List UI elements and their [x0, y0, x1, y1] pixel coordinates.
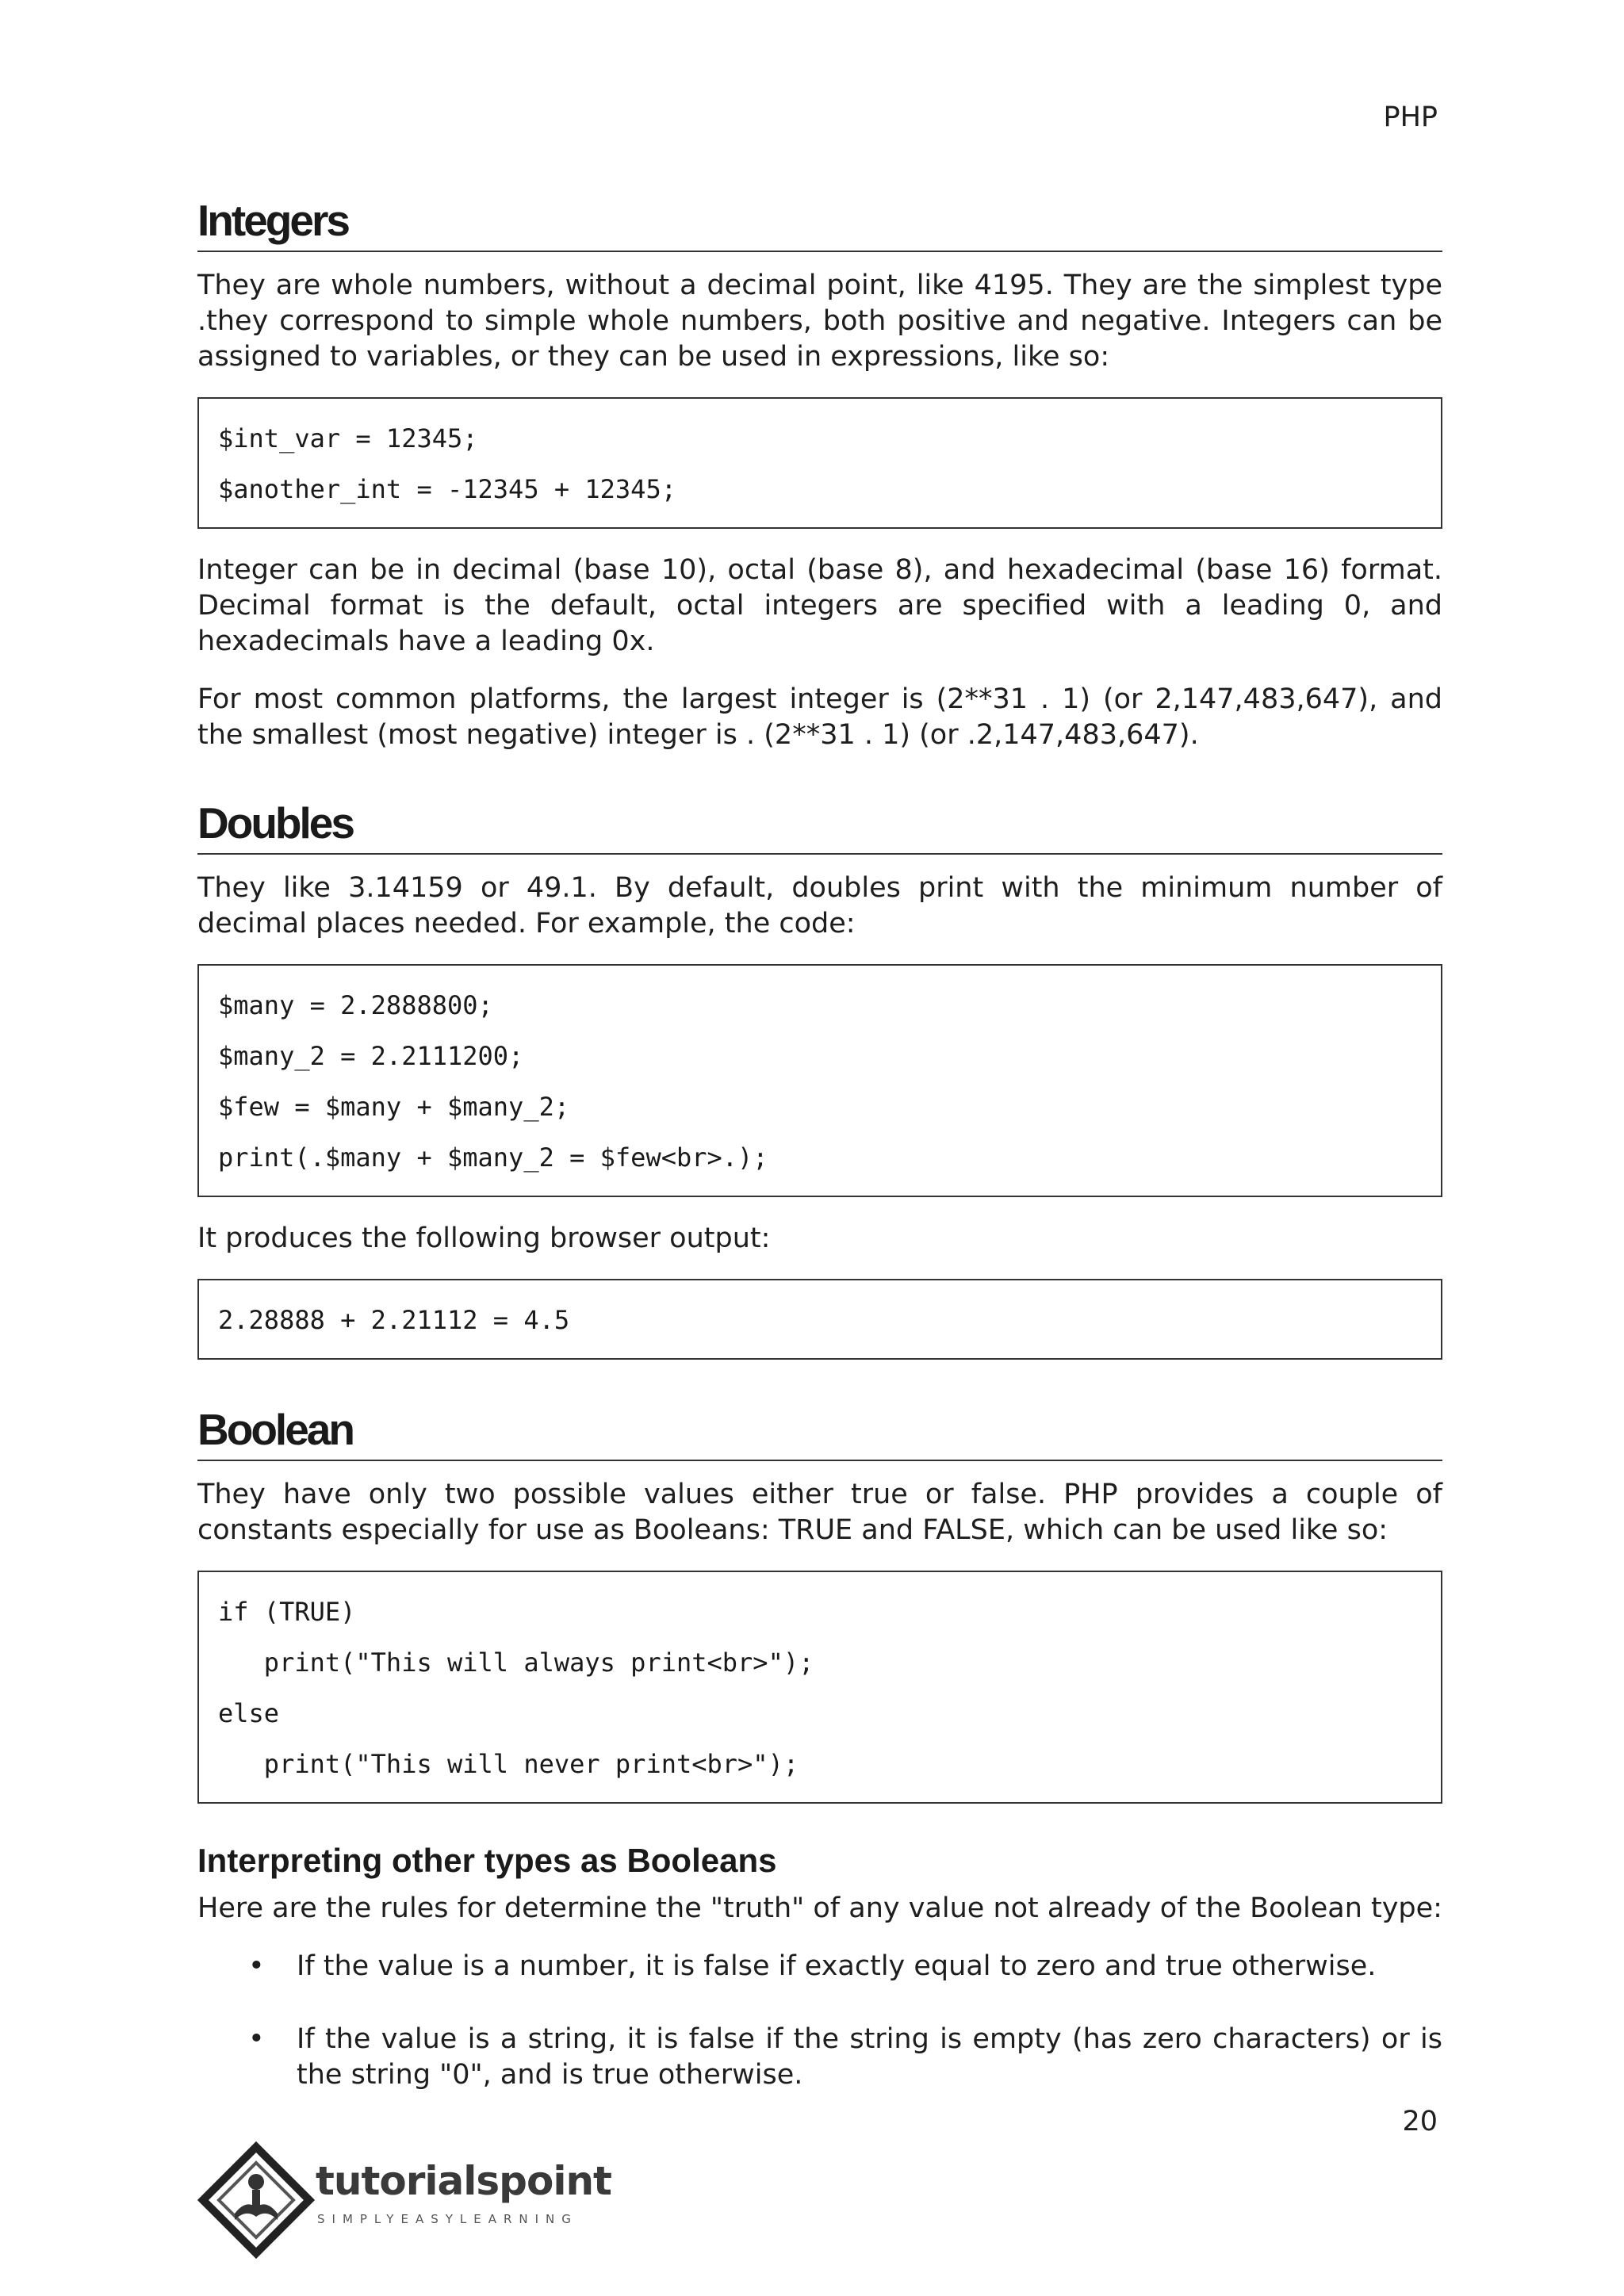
list-item-text: If the value is a number, it is false if exactly equal to zero and true otherwise.	[297, 1950, 1377, 1982]
doubles-intro: They like 3.14159 or 49.1. By default, doubles print with the minimum number of decimal places needed. For example, the code:	[197, 872, 1442, 939]
integers-formats-paragraph: Integer can be in decimal (base 10), octal (base 8), and hexadecimal (base 16) format. Decimal format is the default, octal integers are specified with a leading 0, and hexadecimals have a leading 0x.	[197, 554, 1442, 657]
code-block-doubles	[197, 964, 1442, 1197]
code-line: $int_var = 12345;	[218, 423, 478, 453]
page-number: 20	[1402, 2106, 1438, 2137]
list-item	[197, 2022, 1442, 2093]
bullet-icon: •	[248, 2023, 265, 2055]
code-line: $few = $many + $many_2;	[218, 1092, 570, 1122]
code-line: print(.$many + $many_2 = $few<br>.);	[218, 1142, 768, 1173]
rules-list	[197, 1949, 1442, 2093]
code-line: print("This will never print<br>");	[218, 1749, 799, 1779]
boolean-intro: They have only two possible values either true or false. PHP provides a couple of constants especially for use as Booleans: TRUE and FALSE, which can be used like so:	[197, 1479, 1442, 1546]
list-item-text: If the value is a string, it is false if the string is empty (has zero characters) or is the string "0", and is true otherwise.	[297, 2023, 1442, 2091]
logo-tagline: SIMPLYEASYLEARNING	[317, 2212, 578, 2226]
interpreting-intro: Here are the rules for determine the "truth" of any value not already of the Boolean type:	[197, 1892, 1442, 1924]
code-line: print("This will always print<br>");	[218, 1647, 814, 1678]
section-title-doubles: Doubles	[197, 798, 1442, 855]
section-title-boolean: Boolean	[197, 1404, 1442, 1461]
code-line: $many = 2.2888800;	[218, 990, 493, 1020]
code-line: $another_int = -12345 + 12345;	[218, 474, 676, 504]
logo-text: tutorialspoint	[316, 2158, 611, 2204]
section-title-integers: Integers	[197, 195, 1442, 252]
code-block-doubles-output	[197, 1279, 1442, 1360]
code-block-integers	[197, 397, 1442, 529]
page-content	[197, 195, 1442, 2130]
bullet-icon: •	[248, 1950, 265, 1982]
code-block-boolean	[197, 1571, 1442, 1804]
integers-range-paragraph: For most common platforms, the largest integer is (2**31 . 1) (or 2,147,483,647), and the smallest (most negative) integer is . (2**31 . 1) (or .2,147,483,647).	[197, 683, 1442, 751]
list-item	[197, 1949, 1442, 1984]
integers-intro: They are whole numbers, without a decimal point, like 4195. They are the simplest type .they correspond to simple whole numbers, both positive and negative. Integers can be assigned to variables, or they can be used in expressions, like so:	[197, 270, 1442, 373]
tutorialspoint-logo	[197, 2141, 609, 2260]
code-line: $many_2 = 2.2111200;	[218, 1041, 524, 1071]
code-line: else	[218, 1698, 280, 1728]
code-line: 2.28888 + 2.21112 = 4.5	[218, 1305, 570, 1335]
doubles-output-intro: It produces the following browser output:	[197, 1223, 771, 1254]
running-header: PHP	[1383, 101, 1438, 133]
logo-diamond-icon	[197, 2141, 316, 2260]
subsection-title-interpreting: Interpreting other types as Booleans	[197, 1842, 777, 1879]
code-line: if (TRUE)	[218, 1597, 356, 1627]
